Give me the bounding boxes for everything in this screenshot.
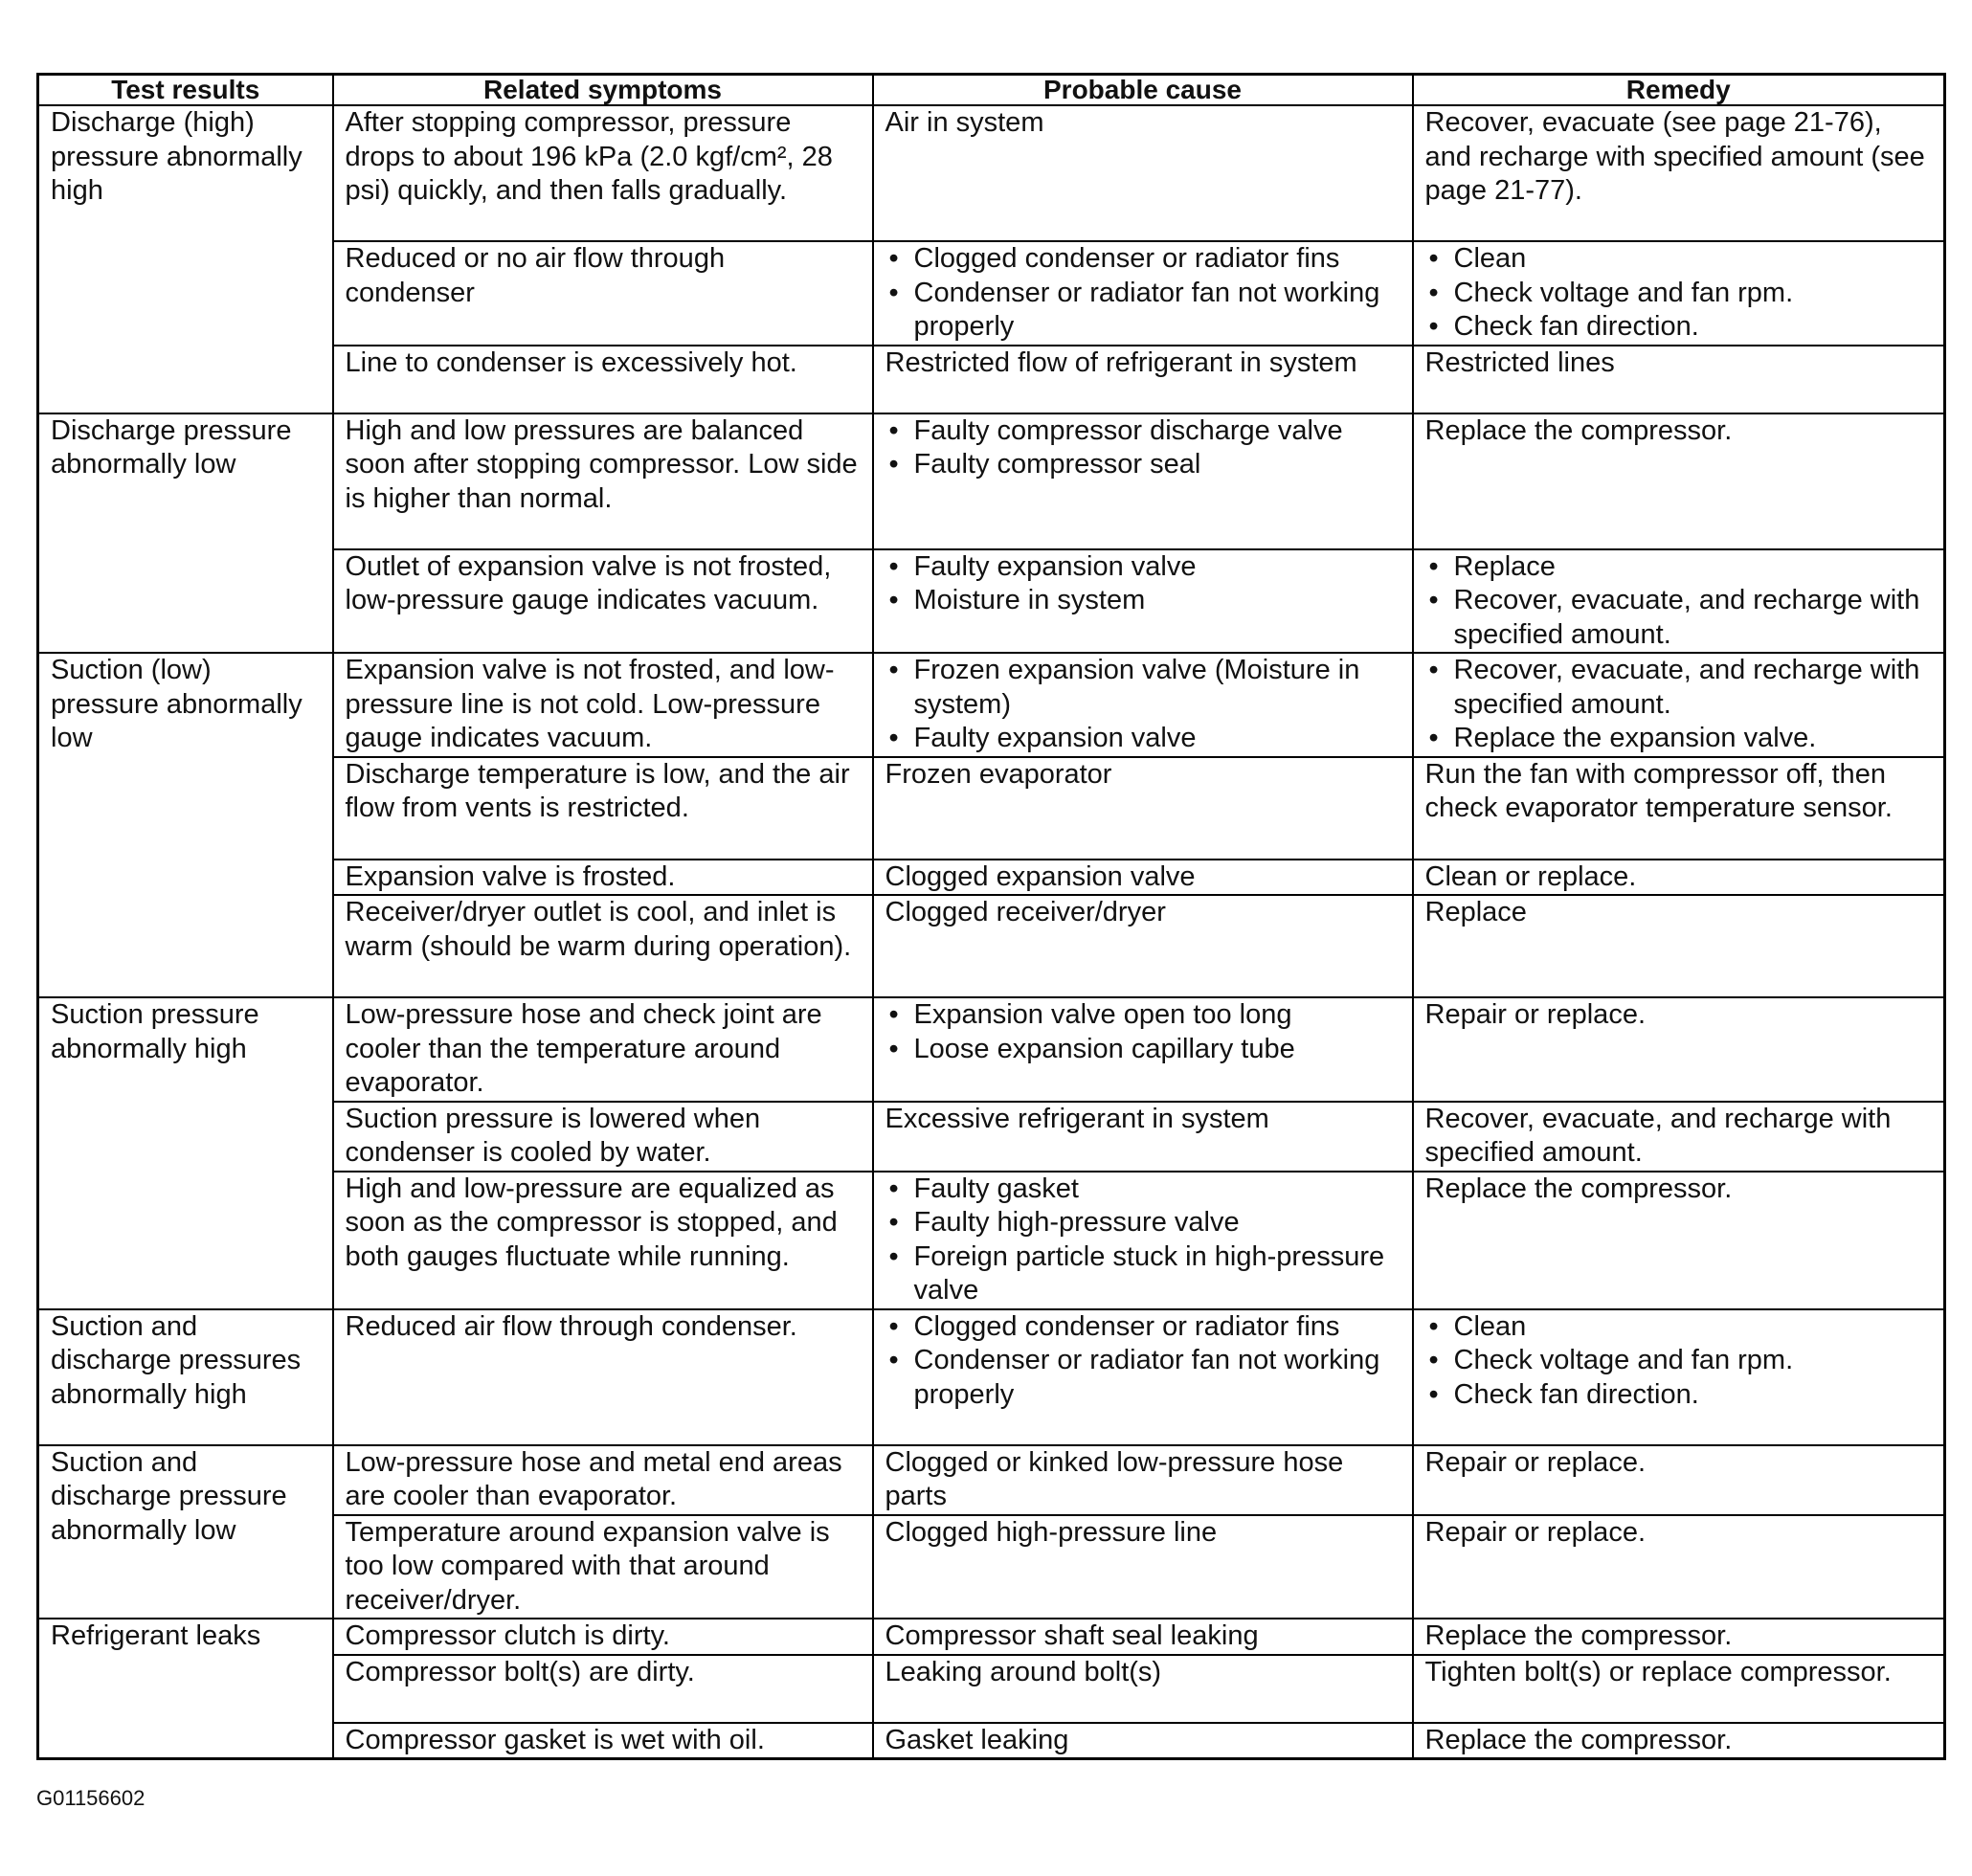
remedy-cell [1413,241,1945,346]
test-result-cell: Suction (low) pressure abnormally low [38,653,333,997]
cause-cell-item: • Faulty compressor seal [885,448,1402,482]
cause-cell-list [885,550,1402,618]
cause-cell: Air in system [873,105,1413,241]
symptom-cell: Suction pressure is lowered when condenser is cooled by water. [333,1102,873,1172]
symptom-cell: Compressor bolt(s) are dirty. [333,1655,873,1723]
remedy-cell-item: • Clean [1425,1310,1935,1345]
test-result-cell: Discharge pressure abnormally low [38,413,333,654]
cause-cell-item: • Clogged condenser or radiator fins [885,242,1402,277]
header-row [38,75,1945,106]
symptom-cell: Receiver/dryer outlet is cool, and inlet is warm (should be warm during operation). [333,895,873,997]
figure-id: G01156602 [36,1786,146,1810]
symptom-cell: High and low pressures are balanced soon after stopping compressor. Low side is higher than normal. [333,413,873,549]
symptom-cell: High and low-pressure are equalized as soon as the compressor is stopped, and both gauges fluctuate while running. [333,1172,873,1309]
table-body [38,105,1945,1759]
remedy-cell: Tighten bolt(s) or replace compressor. [1413,1655,1945,1723]
symptom-cell: Low-pressure hose and metal end areas are cooler than evaporator. [333,1445,873,1515]
symptom-cell: Line to condenser is excessively hot. [333,346,873,413]
cause-cell [873,241,1413,346]
remedy-cell: Repair or replace. [1413,997,1945,1102]
cause-cell: Clogged expansion valve [873,860,1413,896]
document [36,73,1943,1760]
remedy-cell: Clean or replace. [1413,860,1945,896]
remedy-cell [1413,653,1945,757]
cause-cell-list [885,1310,1402,1413]
cause-cell-item: • Condenser or radiator fan not working properly [885,277,1402,345]
remedy-cell-item: • Check voltage and fan rpm. [1425,1344,1935,1378]
remedy-cell: Run the fan with compressor off, then check evaporator temperature sensor. [1413,757,1945,860]
cause-cell-item: • Faulty expansion valve [885,722,1402,756]
cause-cell-item: • Faulty expansion valve [885,550,1402,585]
test-result-cell: Discharge (high) pressure abnormally high [38,105,333,413]
table-row [38,413,1945,549]
cause-cell-item: • Expansion valve open too long [885,998,1402,1033]
symptom-cell: After stopping compressor, pressure drops to about 196 kPa (2.0 kgf/cm², 28 psi) quickly, and then falls gradually. [333,105,873,241]
symptom-cell: Expansion valve is not frosted, and low-pressure line is not cold. Low-pressure gauge indicates vacuum. [333,653,873,757]
remedy-cell-item: • Check voltage and fan rpm. [1425,277,1935,311]
symptom-cell: Low-pressure hose and check joint are cooler than the temperature around evaporator. [333,997,873,1102]
remedy-cell: Recover, evacuate (see page 21-76), and recharge with specified amount (see page 21-77). [1413,105,1945,241]
cause-cell [873,997,1413,1102]
table-row [38,997,1945,1102]
remedy-cell-item: • Recover, evacuate, and recharge with specified amount. [1425,654,1935,722]
cause-cell-list [885,1172,1402,1308]
cause-cell-list [885,414,1402,482]
header-related-symptoms: Related symptoms [333,75,873,106]
cause-cell [873,413,1413,549]
symptom-cell: Compressor gasket is wet with oil. [333,1723,873,1759]
cause-cell [873,1172,1413,1309]
remedy-cell-item: • Check fan direction. [1425,1378,1935,1413]
cause-cell-item: • Frozen expansion valve (Moisture in system) [885,654,1402,722]
cause-cell-list [885,654,1402,756]
remedy-cell-item: • Check fan direction. [1425,310,1935,345]
cause-cell: Frozen evaporator [873,757,1413,860]
symptom-cell: Compressor clutch is dirty. [333,1619,873,1655]
test-result-cell: Suction and discharge pressure abnormally low [38,1445,333,1619]
test-result-cell: Suction and discharge pressures abnormally high [38,1309,333,1445]
remedy-cell-list [1425,550,1935,653]
test-result-cell: Refrigerant leaks [38,1619,333,1759]
cause-cell-item: • Faulty compressor discharge valve [885,414,1402,449]
cause-cell: Compressor shaft seal leaking [873,1619,1413,1655]
symptom-cell: Outlet of expansion valve is not frosted, low-pressure gauge indicates vacuum. [333,549,873,654]
remedy-cell: Replace the compressor. [1413,1619,1945,1655]
symptom-cell: Expansion valve is frosted. [333,860,873,896]
remedy-cell-item: • Clean [1425,242,1935,277]
remedy-cell [1413,549,1945,654]
cause-cell [873,653,1413,757]
test-result-cell: Suction pressure abnormally high [38,997,333,1309]
symptom-cell: Temperature around expansion valve is too low compared with that around receiver/dryer. [333,1515,873,1619]
cause-cell-item: • Moisture in system [885,584,1402,618]
table-row [38,653,1945,757]
cause-cell-list [885,998,1402,1066]
cause-cell-item: • Faulty gasket [885,1172,1402,1207]
remedy-cell-item: • Replace the expansion valve. [1425,722,1935,756]
cause-cell [873,549,1413,654]
remedy-cell: Recover, evacuate, and recharge with specified amount. [1413,1102,1945,1172]
cause-cell-item: • Clogged condenser or radiator fins [885,1310,1402,1345]
cause-cell: Leaking around bolt(s) [873,1655,1413,1723]
cause-cell: Clogged receiver/dryer [873,895,1413,997]
table-row [38,1309,1945,1445]
remedy-cell-item: • Recover, evacuate, and recharge with specified amount. [1425,584,1935,652]
remedy-cell-list [1425,654,1935,756]
remedy-cell: Replace the compressor. [1413,1172,1945,1309]
remedy-cell-list [1425,1310,1935,1413]
remedy-cell: Repair or replace. [1413,1515,1945,1619]
troubleshooting-table [36,73,1946,1760]
cause-cell-item: • Loose expansion capillary tube [885,1033,1402,1067]
cause-cell-list [885,242,1402,345]
remedy-cell-item: • Replace [1425,550,1935,585]
cause-cell: Restricted flow of refrigerant in system [873,346,1413,413]
cause-cell: Clogged high-pressure line [873,1515,1413,1619]
cause-cell-item: • Foreign particle stuck in high-pressure valve [885,1240,1402,1308]
cause-cell-item: • Faulty high-pressure valve [885,1206,1402,1240]
header-test-results: Test results [38,75,333,106]
table-row [38,1445,1945,1515]
remedy-cell-list [1425,242,1935,345]
symptom-cell: Reduced air flow through condenser. [333,1309,873,1445]
table-row [38,1619,1945,1655]
cause-cell: Excessive refrigerant in system [873,1102,1413,1172]
symptom-cell: Reduced or no air flow through condenser [333,241,873,346]
remedy-cell: Replace the compressor. [1413,1723,1945,1759]
remedy-cell: Restricted lines [1413,346,1945,413]
remedy-cell: Repair or replace. [1413,1445,1945,1515]
symptom-cell: Discharge temperature is low, and the air flow from vents is restricted. [333,757,873,860]
remedy-cell [1413,1309,1945,1445]
cause-cell-item: • Condenser or radiator fan not working properly [885,1344,1402,1412]
cause-cell: Gasket leaking [873,1723,1413,1759]
remedy-cell: Replace the compressor. [1413,413,1945,549]
table-row [38,105,1945,241]
header-remedy: Remedy [1413,75,1945,106]
remedy-cell: Replace [1413,895,1945,997]
cause-cell [873,1309,1413,1445]
cause-cell: Clogged or kinked low-pressure hose parts [873,1445,1413,1515]
header-probable-cause: Probable cause [873,75,1413,106]
